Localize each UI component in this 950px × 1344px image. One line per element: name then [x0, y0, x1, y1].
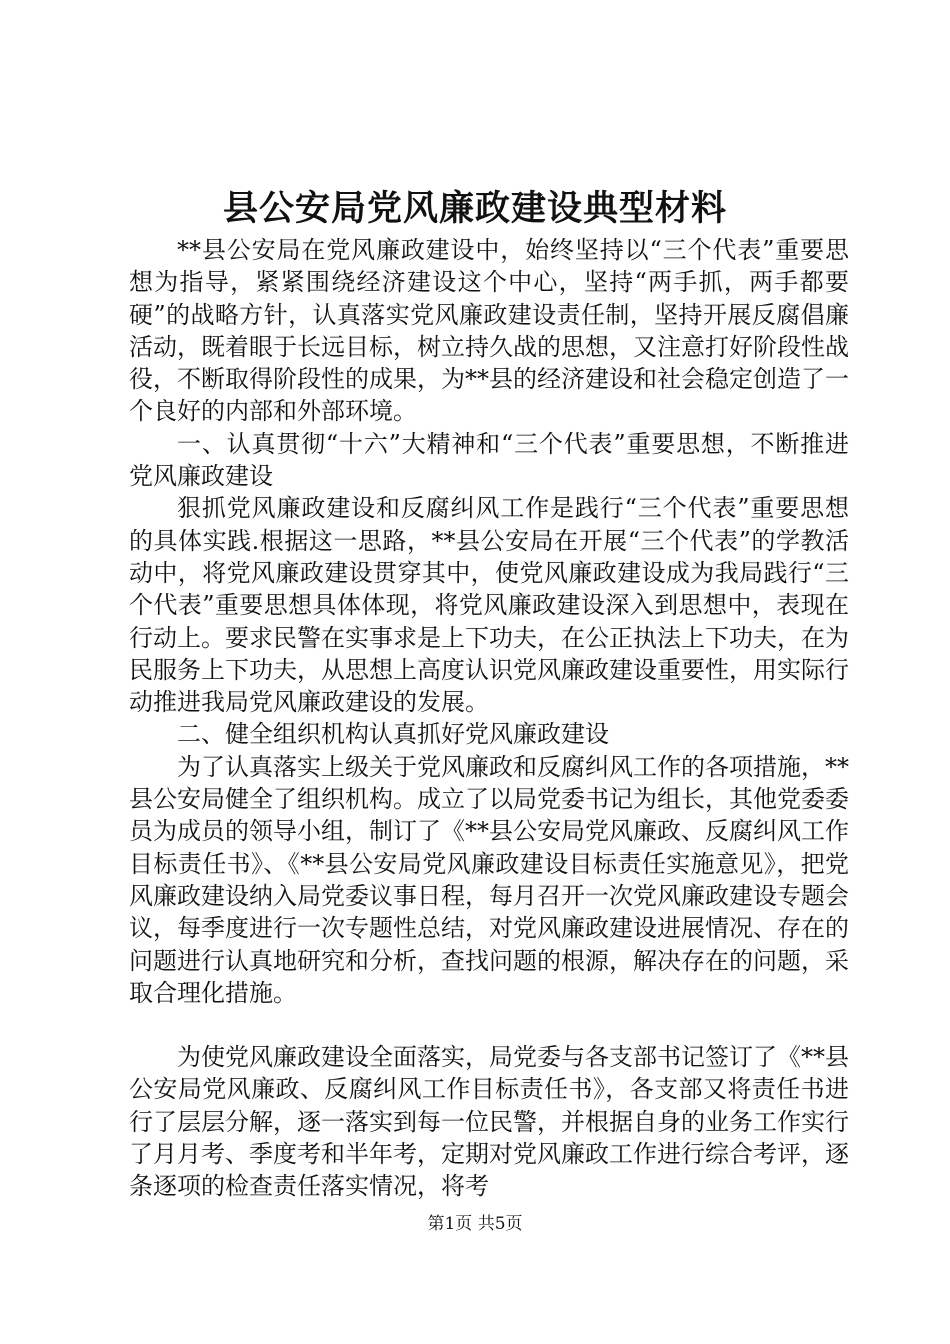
section-2-paragraph-continued: 为使党风廉政建设全面落实，局党委与各支部书记签订了《**县公安局党风廉政、反腐纠风工作目标责任书》，各支部又将责任书进行了层层分解，逐一落实到每一位民警，并根据自身的业务工作实行了月月考、季度考和半年考，定期对党风廉政工作进行综合考评，逐条逐项的检查责任落实情况，将考: [129, 1043, 849, 1201]
section-heading-1: 一、认真贯彻“十六”大精神和“三个代表”重要思想，不断推进党风廉政建设: [129, 429, 849, 491]
page-number-footer: 第1页 共5页: [427, 1214, 523, 1234]
intro-paragraph: **县公安局在党风廉政建设中，始终坚持以“三个代表”重要思想为指导，紧紧围绕经济建设这个中心，坚持“两手抓，两手都要硬”的战略方针，认真落实党风廉政建设责任制，坚持开展反腐倡廉活动，既着眼于长远目标，树立持久战的思想，又注意打好阶段性战役，不断取得阶段性的成果，为**县的经济建设和社会稳定创造了一个良好的内部和外部环境。: [129, 236, 849, 426]
section-heading-2: 二、健全组织机构认真抓好党风廉政建设: [177, 720, 609, 749]
document-title: 县公安局党风廉政建设典型材料: [222, 188, 727, 229]
document-body: [129, 234, 849, 1203]
section-1-paragraph: 狠抓党风廉政建设和反腐纠风工作是践行“三个代表”重要思想的具体实践.根据这一思路，**县公安局在开展“三个代表”的学教活动中，将党风廉政建设贯穿其中，使党风廉政建设成为我局践行“三个代表”重要思想具体体现，将党风廉政建设深入到思想中，表现在行动上。要求民警在实事求是上下功夫，在公正执法上下功夫，在为民服务上下功夫，从思想上高度认识党风廉政建设重要性，用实际行动推进我局党风廉政建设的发展。: [129, 494, 849, 717]
section-2-paragraph: 为了认真落实上级关于党风廉政和反腐纠风工作的各项措施，**县公安局健全了组织机构。成立了以局党委书记为组长，其他党委委员为成员的领导小组，制订了《**县公安局党风廉政、反腐纠风工作目标责任书》、《**县公安局党风廉政建设目标责任实施意见》，把党风廉政建设纳入局党委议事日程，每月召开一次党风廉政建设专题会议，每季度进行一次专题性总结，对党风廉政建设进展情况、存在的问题进行认真地研究和分析，查找问题的根源，解决存在的问题，采取合理化措施。: [129, 752, 849, 1007]
